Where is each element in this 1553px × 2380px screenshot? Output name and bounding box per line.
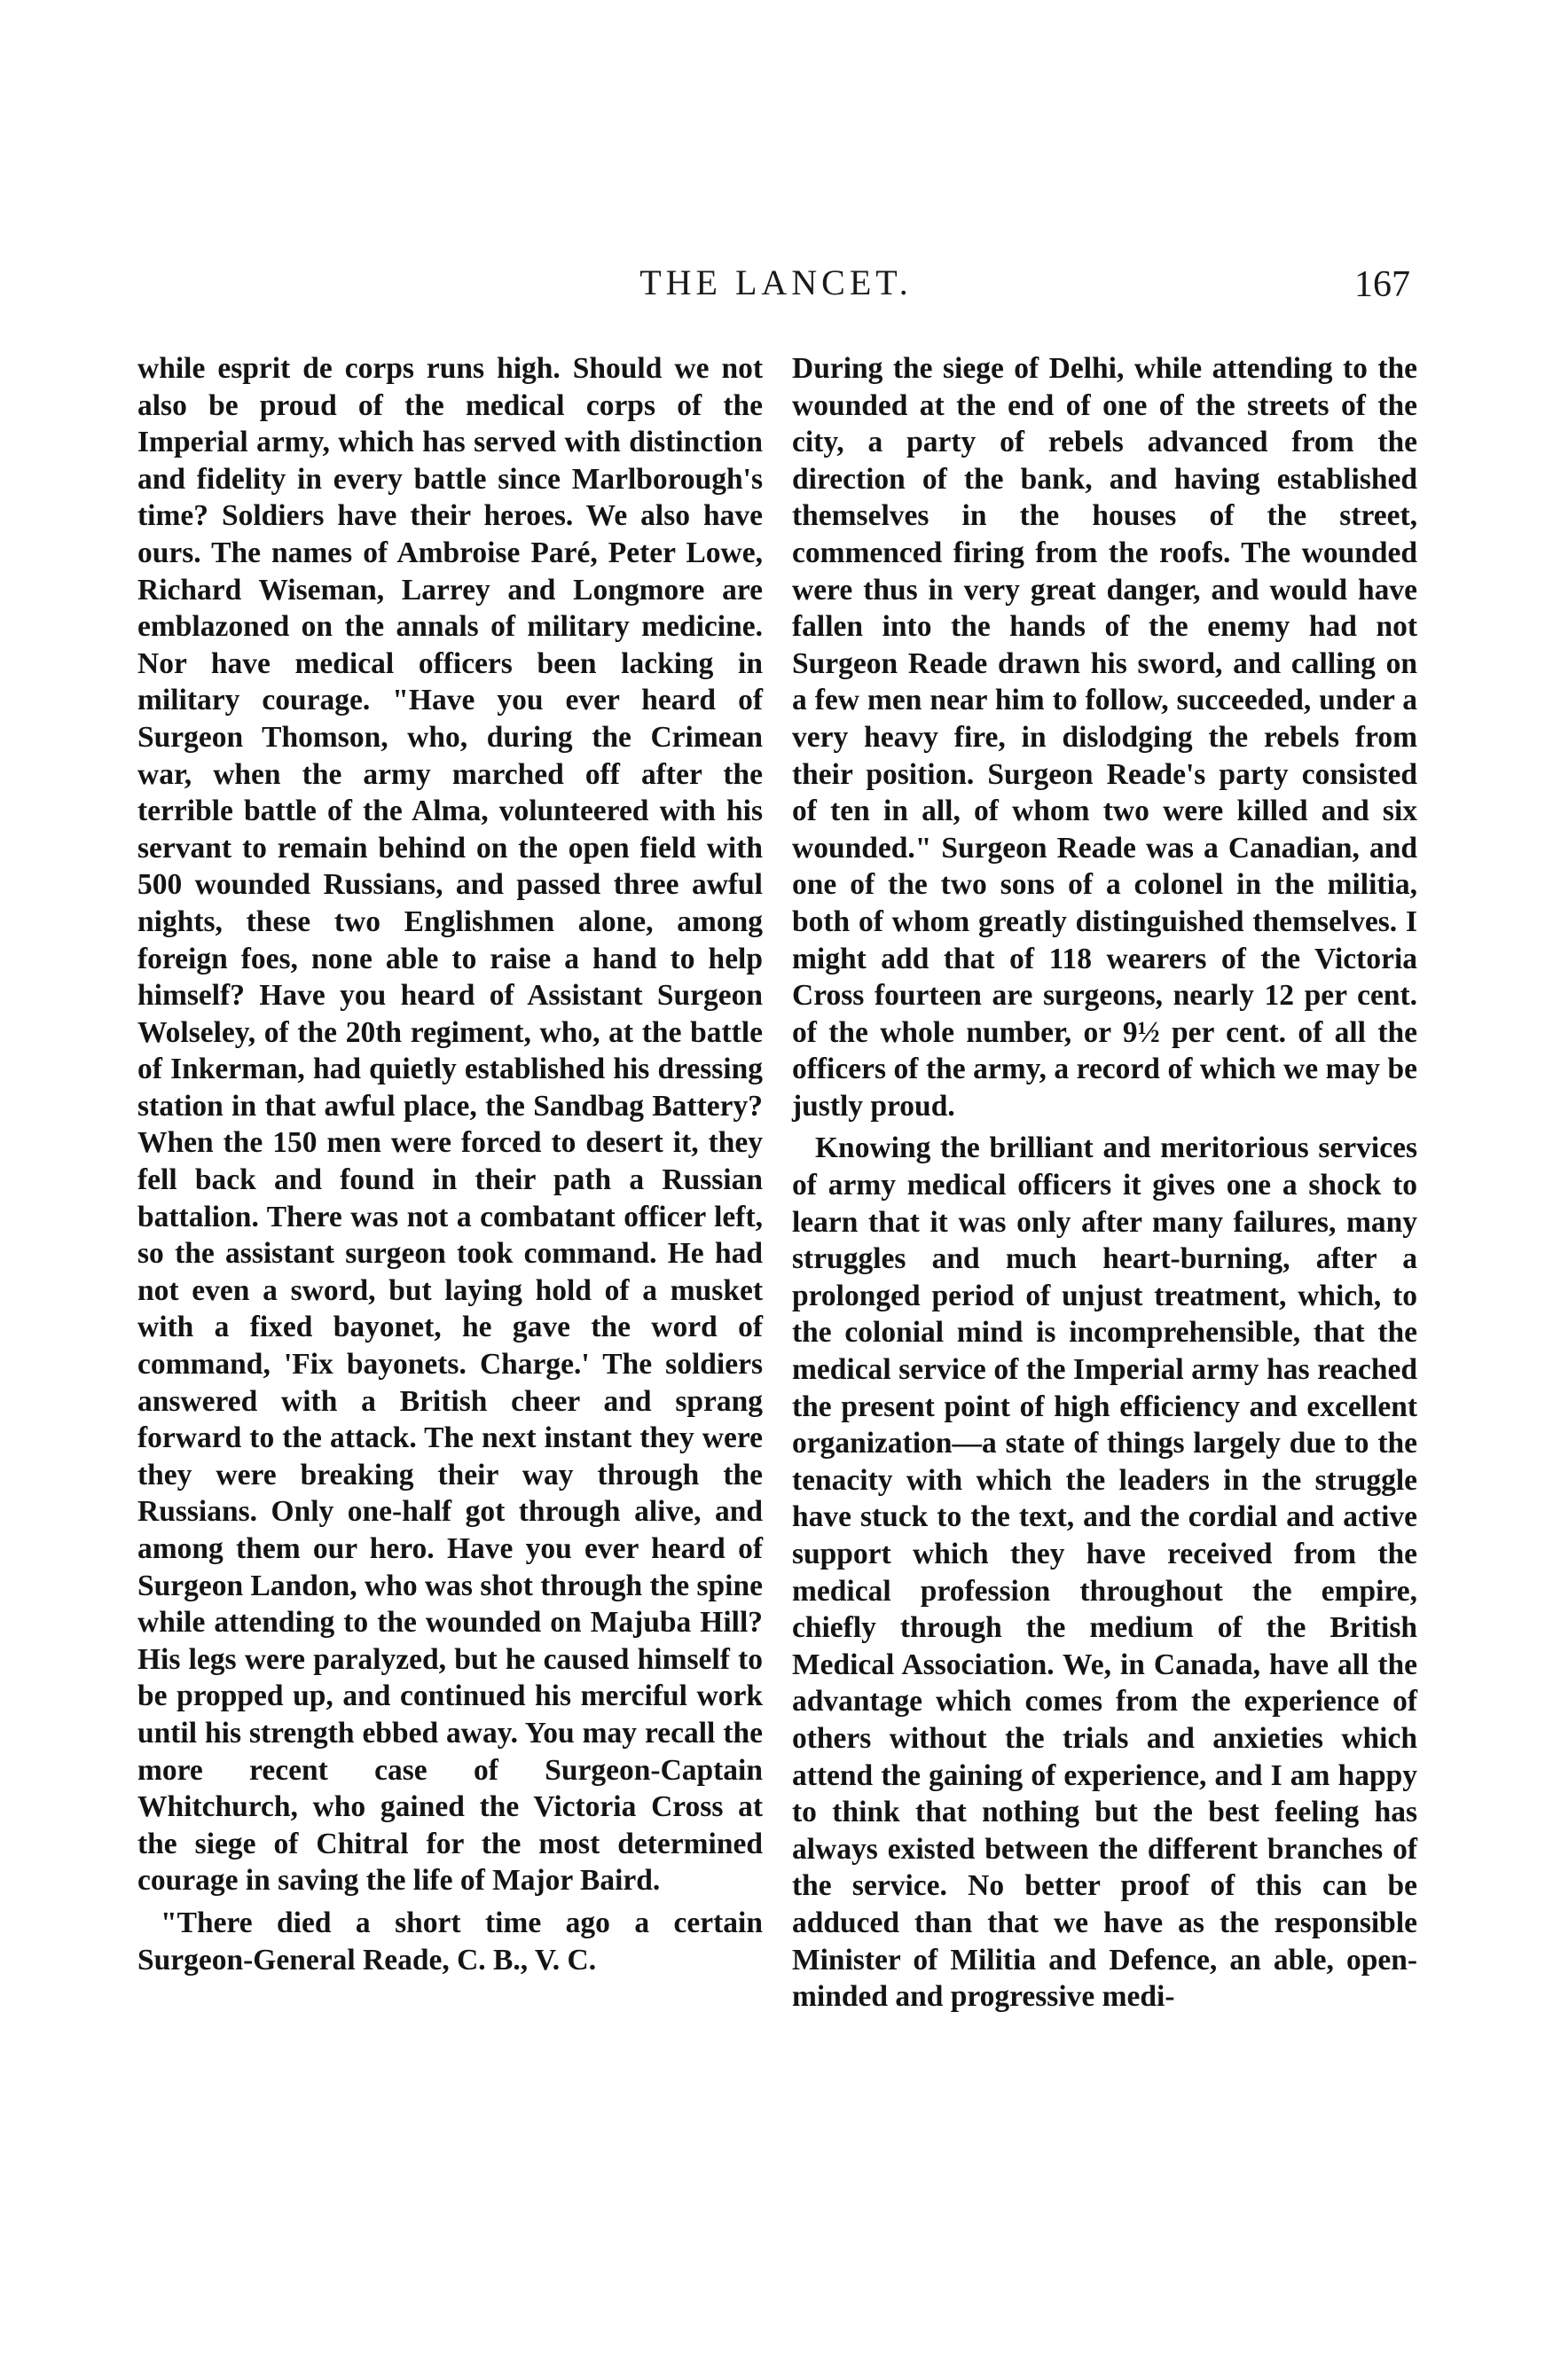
paragraph: "There died a short time ago a certain Surgeon-General Reade, C. B., V. C. bbox=[137, 1906, 763, 1977]
paragraph: while esprit de corps runs high. Should we not also be proud of the medical corps of the Imperial army, which has served with distinction and fidelity in every battle since Marlborough's time? Soldiers have their heroes. We also have ours. The names of Ambroise Paré, Peter Lowe, Richard Wiseman, Larrey and Longmore are emblazoned on the annals of military medicine. Nor have medical officers been lacking in military courage. "Have you ever heard of Surgeon Thomson, who, during the Crimean war, when the army marched off after the terrible battle of the Alma, volunteered with his servant to remain behind on the open field with 500 wounded Russians, and passed three awful nights, these two Englishmen alone, among foreign foes, none able to raise a hand to help himself? Have you heard of Assistant Surgeon Wolseley, of the 20th regiment, who, at the battle of Inkerman, had quietly established his dressing station in that awful place, the Sandbag Battery? When the 150 men were forced to desert it, they fell back and found in their path a Russian battalion. There was not a combatant officer left, so the assistant surgeon took command. He had not even a sword, but laying hold of a musket with a fixed bayonet, he gave the word of command, 'Fix bayonets. Charge.' The soldiers answered with a British cheer and sprang forward to the attack. The next instant they were they were breaking their way through the Russians. Only one-half got through alive, and among them our hero. Have you ever heard of Surgeon Landon, who was shot through the spine while attending to the wounded on Majuba Hill? His legs were paralyzed, but he caused himself to be propped up, and continued his merciful work until his strength ebbed away. You may recall the more recent case of Surgeon-Captain Whitchurch, who gained the Victoria Cross at the siege of Chitral for the most determined courage in saving the life of Major Baird. bbox=[137, 352, 763, 1898]
left-column bbox=[137, 350, 763, 1978]
page-number: 167 bbox=[1354, 264, 1410, 305]
running-title: THE LANCET. bbox=[639, 262, 913, 302]
paragraph: During the siege of Delhi, while attending to the wounded at the end of one of the streets of the city, a party of rebels advanced from the direction of the bank, and having established themselves in the houses of the street, commenced firing from the roofs. The wounded were thus in very great danger, and would have fallen into the hands of the enemy had not Surgeon Reade drawn his sword, and calling on a few men near him to follow, succeeded, under a very heavy fire, in dislodging the rebels from their position. Surgeon Reade's party consisted of ten in all, of whom two were killed and six wounded." Surgeon Reade was a Canadian, and one of the two sons of a colonel in the militia, both of whom greatly distinguished themselves. I might add that of 118 wearers of the Victoria Cross fourteen are surgeons, nearly 12 per cent. of the whole number, or 9½ per cent. of all the officers of the army, a record of which we may be justly proud. bbox=[792, 352, 1417, 1123]
right-column bbox=[792, 350, 1417, 2016]
page-header bbox=[133, 262, 1419, 315]
paragraph: Knowing the brilliant and meritorious services of army medical officers it gives one a shock to learn that it was only after many failures, many struggles and much heart-burning, after a prolonged period of unjust treatment, which, to the colonial mind is incomprehensible, that the medical service of the Imperial army has reached the present point of high efficiency and excellent organization—a state of things largely due to the tenacity with which the leaders in the struggle have stuck to the text, and the cordial and active support which they have received from the medical profession throughout the empire, chiefly through the medium of the British Medical Association. We, in Canada, have all the advantage which comes from the experience of others without the trials and anxieties which attend the gaining of experience, and I am happy to think that nothing but the best feeling has always existed between the different branches of the service. No better proof of this can be adduced than that we have as the responsible Minister of Militia and Defence, an able, open-minded and progressive medi- bbox=[792, 1131, 1417, 2014]
